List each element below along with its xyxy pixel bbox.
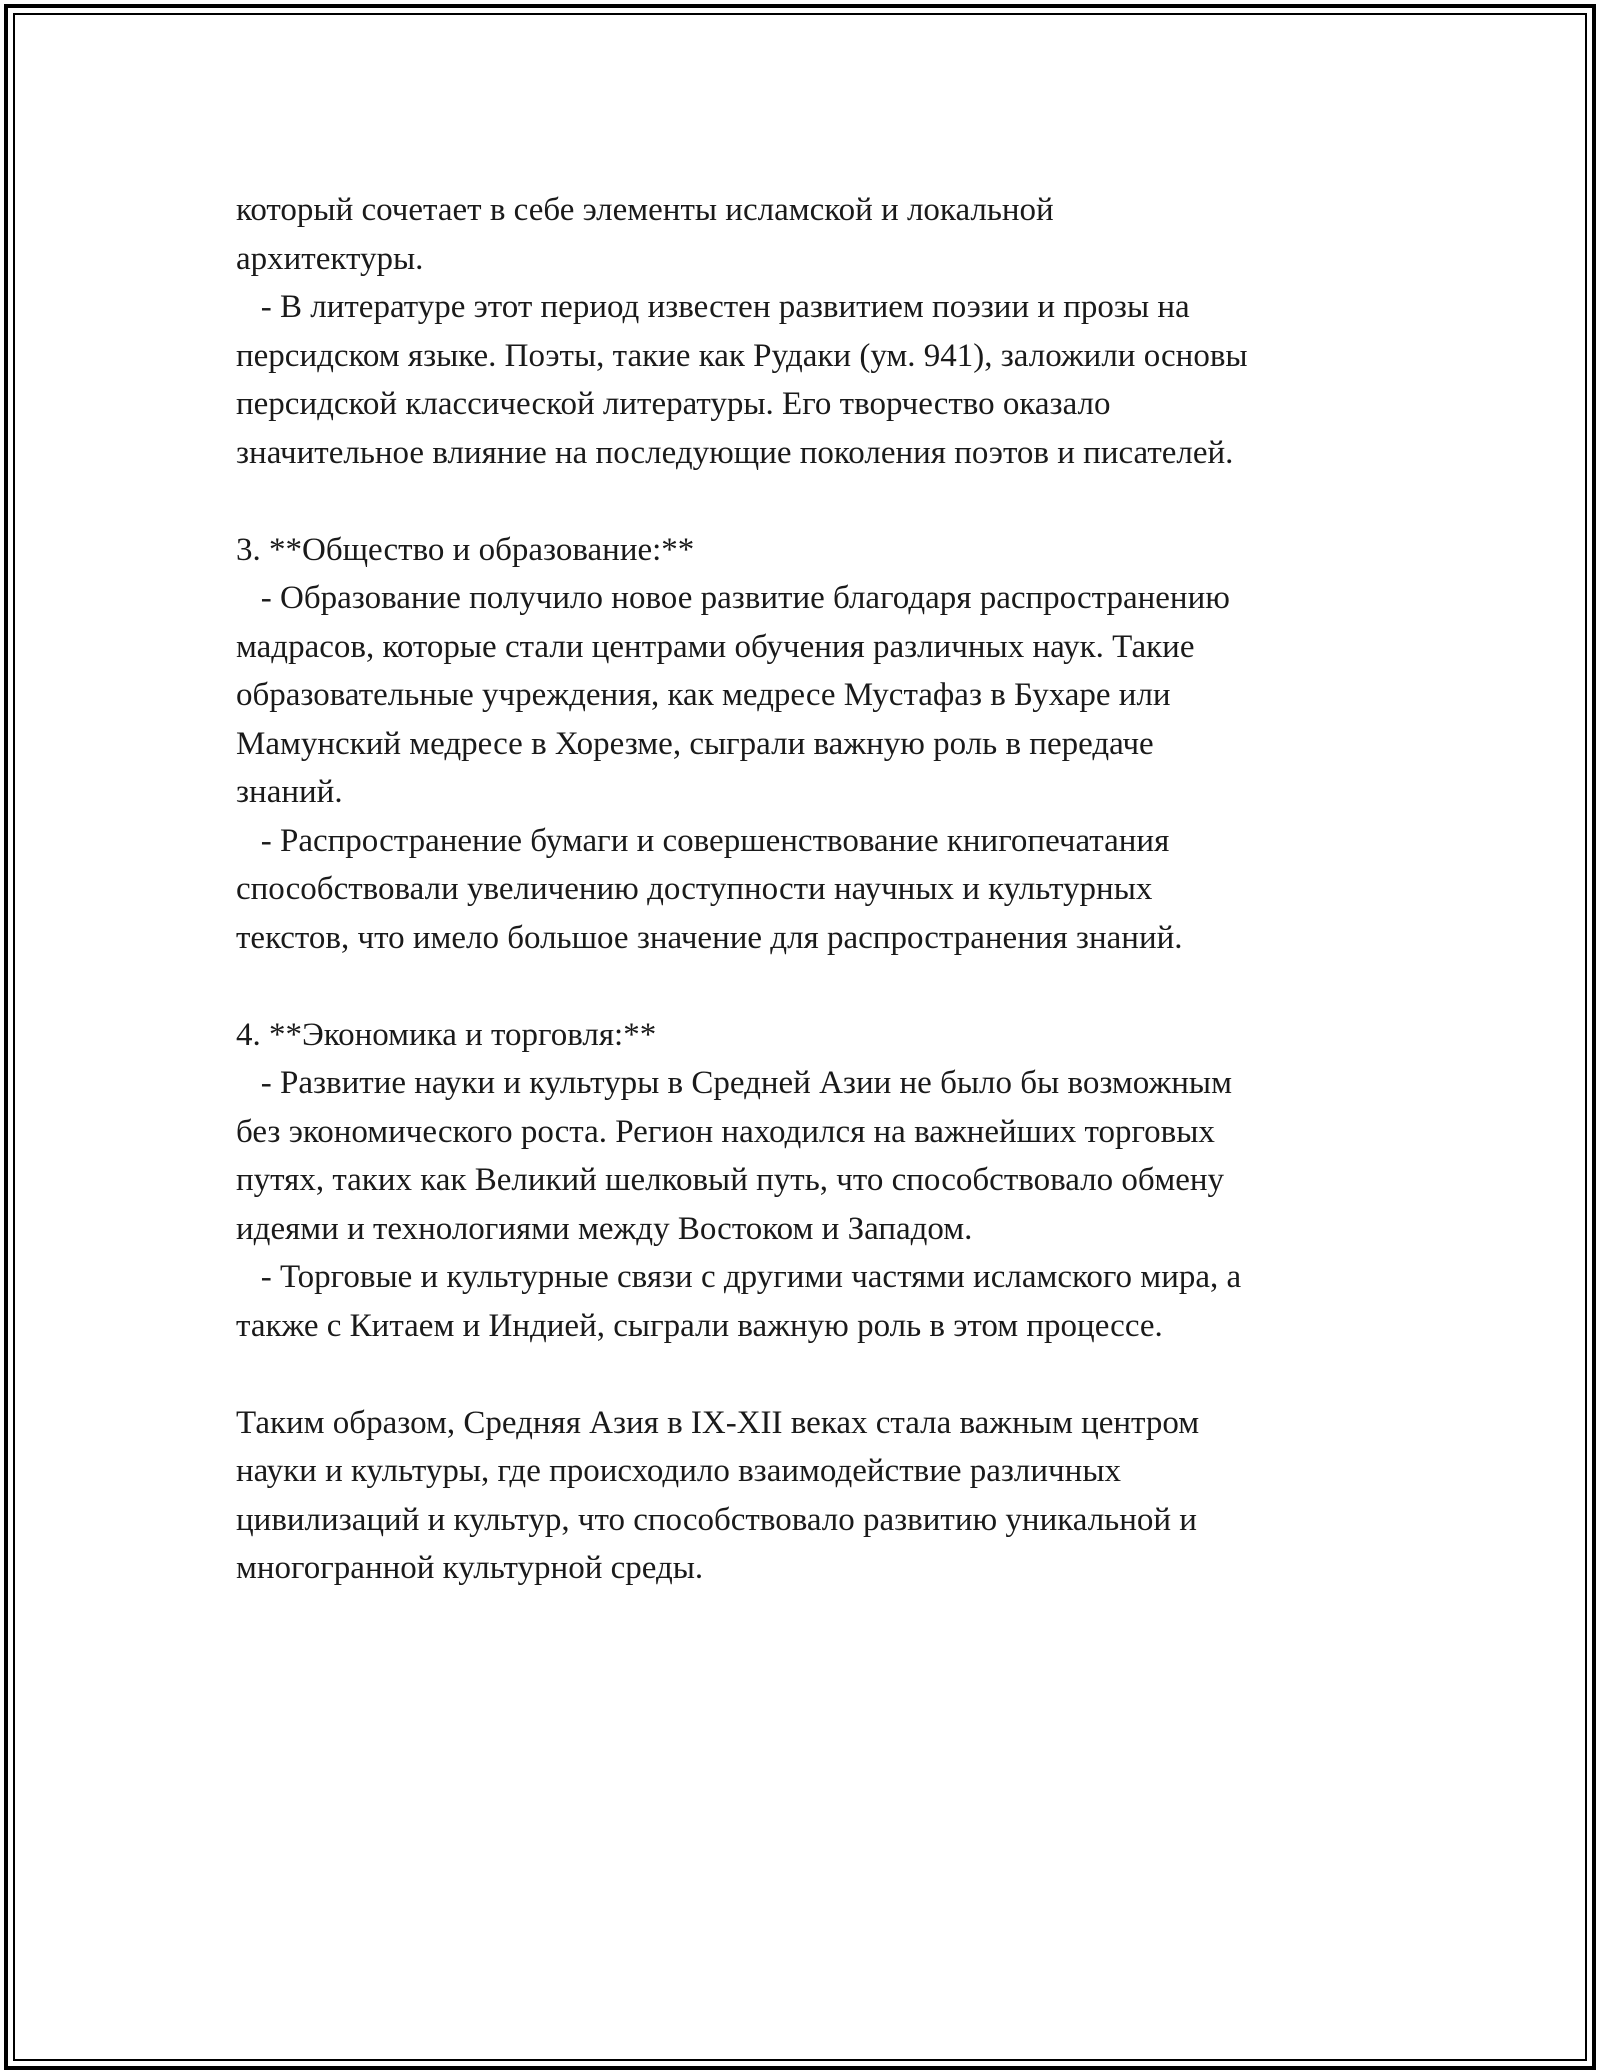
blank-line [236,477,1396,526]
text-line: персидской классической литературы. Его творчество оказало [236,386,1111,422]
conclusion-line: Таким образом, Средняя Азия в IX-XII веках стала важным центром [236,1404,1200,1441]
text-line: архитектуры. [236,240,424,277]
text-line: знаний. [236,774,343,810]
text-line: значительное влияние на последующие поколения поэтов и писателей. [236,434,1234,471]
text-line: без экономического роста. Регион находился на важнейших торговых [236,1113,1215,1150]
conclusion-line: цивилизаций и культур, что способствовало развитию уникальной и [236,1501,1197,1538]
document-body [236,186,1396,1593]
text-line: - Образование получило новое развитие благодаря распространению [236,580,1230,616]
text-line: способствовали увеличению доступности научных и культурных [236,871,1153,907]
text-line: Мамунский медресе в Хорезме, сыграли важную роль в передаче [236,725,1154,762]
text-line: - Распространение бумаги и совершенствование книгопечатания [236,822,1170,859]
text-line: текстов, что имело большое значение для распространения знаний. [236,919,1183,956]
text-line: - Торговые и культурные связи с другими частями исламского мира, а [236,1259,1242,1295]
text-line: путях, таких как Великий шелковый путь, что способствовало обмену [236,1162,1225,1198]
blank-line [236,962,1396,1011]
text-line: идеями и технологиями между Востоком и Западом. [236,1210,973,1247]
conclusion-line: науки и культуры, где происходило взаимодействие различных [236,1453,1121,1489]
text-line: мадрасов, которые стали центрами обучения различных наук. Такие [236,628,1195,665]
text-line: - Развитие науки и культуры в Средней Азии не было бы возможным [236,1065,1232,1101]
blank-line [236,1350,1396,1399]
text-line: - В литературе этот период известен развитием поэзии и прозы на [236,289,1190,325]
text-line: который сочетает в себе элементы исламской и локальной [236,192,1054,228]
text-line: персидском языке. Поэты, такие как Рудаки (ум. 941), заложили основы [236,337,1248,374]
conclusion-line: многогранной культурной среды. [236,1550,704,1586]
text-line: образовательные учреждения, как медресе Мустафаз в Бухаре или [236,677,1171,713]
section-heading: 4. **Экономика и торговля:** [236,1016,657,1053]
section-heading: 3. **Общество и образование:** [236,531,695,568]
text-line: также с Китаем и Индией, сыграли важную роль в этом процессе. [236,1307,1163,1344]
